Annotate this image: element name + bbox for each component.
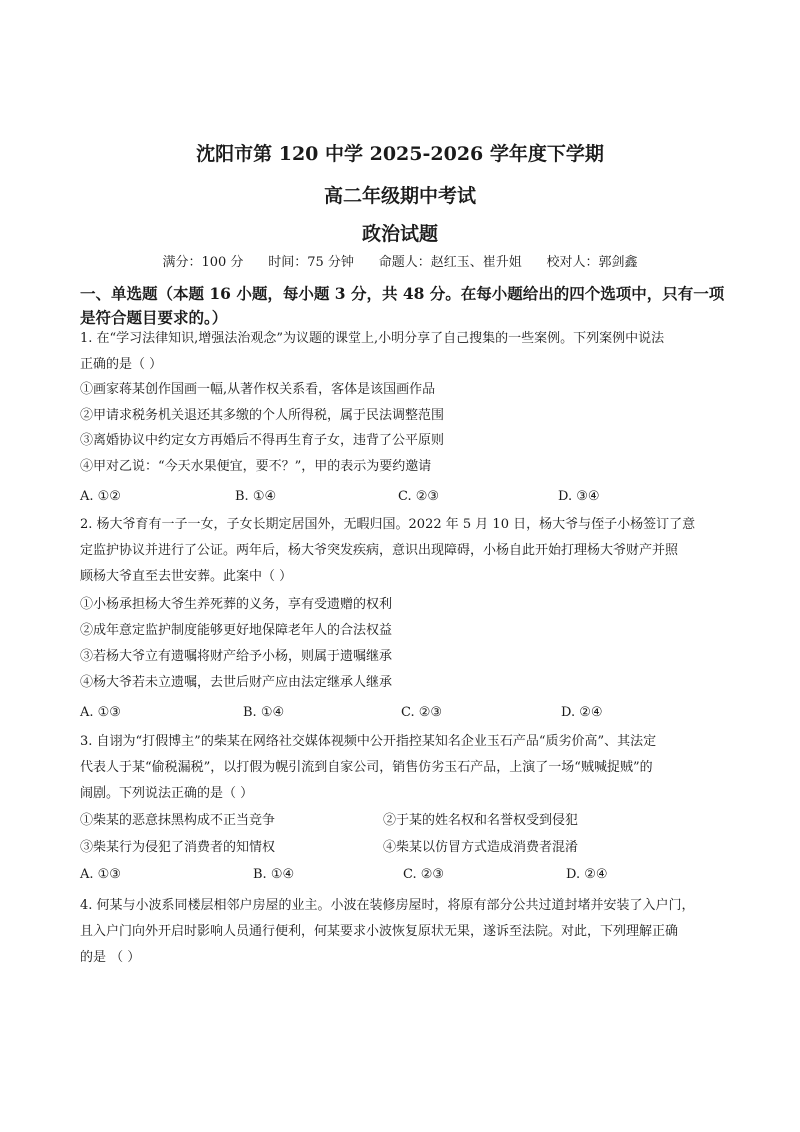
- q3-statement-3: ③柴某行为侵犯了消费者的知情权: [80, 840, 276, 855]
- q4-stem-line3: 的是 （ ）: [80, 950, 141, 965]
- school-title: 沈阳市第 120 中学 2025-2026 学年度下学期: [196, 143, 604, 165]
- q2-stem-line2: 定监护协议并进行了公证。两年后，杨大爷突发疾病，意识出现障碍，小杨自此开始打理杨大爷财产并照: [80, 543, 679, 558]
- q3-option-c[interactable]: C. ②③: [403, 867, 445, 882]
- q3-statement-2: ②于某的姓名权和名誉权受到侵犯: [383, 813, 579, 828]
- q2-option-c[interactable]: C. ②③: [401, 705, 443, 720]
- q1-option-c[interactable]: C. ②③: [398, 489, 440, 504]
- q1-stem-line1: 1. 在“学习法律知识,增强法治观念”为议题的课堂上,小明分享了自己搜集的一些案例。下列案例中说法: [80, 331, 665, 346]
- section-heading-line1: 一、单选题（本题 16 小题，每小题 3 分，共 48 分。在每小题给出的四个选项中，只有一项: [80, 284, 725, 303]
- q2-option-b[interactable]: B. ①④: [243, 705, 285, 720]
- q1-statement-1: ①画家蒋某创作国画一幅,从著作权关系看，客体是该国画作品: [80, 382, 436, 397]
- q2-option-d[interactable]: D. ②④: [561, 705, 603, 720]
- q1-option-d[interactable]: D. ③④: [558, 489, 600, 504]
- q2-statement-1: ①小杨承担杨大爷生养死葬的义务，享有受遗赠的权利: [80, 597, 393, 612]
- section-heading: [80, 282, 730, 330]
- q2-statement-2: ②成年意定监护制度能够更好地保障老年人的合法权益: [80, 623, 393, 638]
- q2-statement-4: ④杨大爷若未立遗嘱，去世后财产应由法定继承人继承: [80, 675, 393, 690]
- q1-statement-4: ④甲对乙说：“今天水果便宜，要不？”，甲的表示为要约邀请: [80, 459, 432, 474]
- grade-title: 高二年级期中考试: [323, 185, 476, 207]
- q3-stem-line3: 闹剧。下列说法正确的是（ ）: [80, 786, 254, 801]
- q2-stem-line1: 2. 杨大爷育有一子一女，子女长期定居国外，无暇归国。2022 年 5 月 10 日，杨大爷与侄子小杨签订了意: [80, 517, 696, 532]
- q3-option-d[interactable]: D. ②④: [566, 867, 608, 882]
- q2-statement-3: ③若杨大爷立有遗嘱将财产给予小杨，则属于遗嘱继承: [80, 649, 393, 664]
- q3-statement-4: ④柴某以仿冒方式造成消费者混淆: [383, 840, 579, 855]
- q3-option-b[interactable]: B. ①④: [253, 867, 295, 882]
- q2-option-a[interactable]: A. ①③: [80, 705, 121, 720]
- q4-stem-line1: 4. 何某与小波系同楼层相邻户房屋的业主。小波在装修房屋时，将原有部分公共过道封堵并安装了入户门，: [80, 898, 695, 913]
- section-heading-line2: 是符合题目要求的。）: [80, 308, 228, 327]
- exam-info: 满分：100 分 时间：75 分钟 命题人：赵红玉、崔升姐 校对人：郭剑鑫: [162, 255, 638, 270]
- q4-stem-line2: 且入户门向外开启时影响人员通行便利，何某要求小波恢复原状无果，遂诉至法院。对此，下列理解正确: [80, 924, 679, 939]
- q3-stem-line2: 代表人于某“偷税漏税”，以打假为幌引流到自家公司，销售仿劣玉石产品，上演了一场“贼喊捉贼”的: [80, 760, 653, 775]
- q3-option-a[interactable]: A. ①③: [80, 867, 121, 882]
- q1-option-b[interactable]: B. ①④: [235, 489, 277, 504]
- q1-option-a[interactable]: A. ①②: [80, 489, 121, 504]
- q2-stem-line3: 顾杨大爷直至去世安葬。此案中（ ）: [80, 569, 293, 584]
- subject-title: 政治试题: [361, 223, 438, 245]
- q1-statement-3: ③离婚协议中约定女方再婚后不得再生育子女，违背了公平原则: [80, 433, 445, 448]
- q3-stem-line1: 3. 自诩为“打假博主”的柴某在网络社交媒体视频中公开指控某知名企业玉石产品“质劣价高”、其法定: [80, 734, 657, 749]
- q3-statement-1: ①柴某的恶意抹黑构成不正当竞争: [80, 813, 276, 828]
- q1-statement-2: ②甲请求税务机关退还其多缴的个人所得税，属于民法调整范围: [80, 408, 445, 423]
- q1-stem-line2: 正确的是（ ）: [80, 357, 163, 372]
